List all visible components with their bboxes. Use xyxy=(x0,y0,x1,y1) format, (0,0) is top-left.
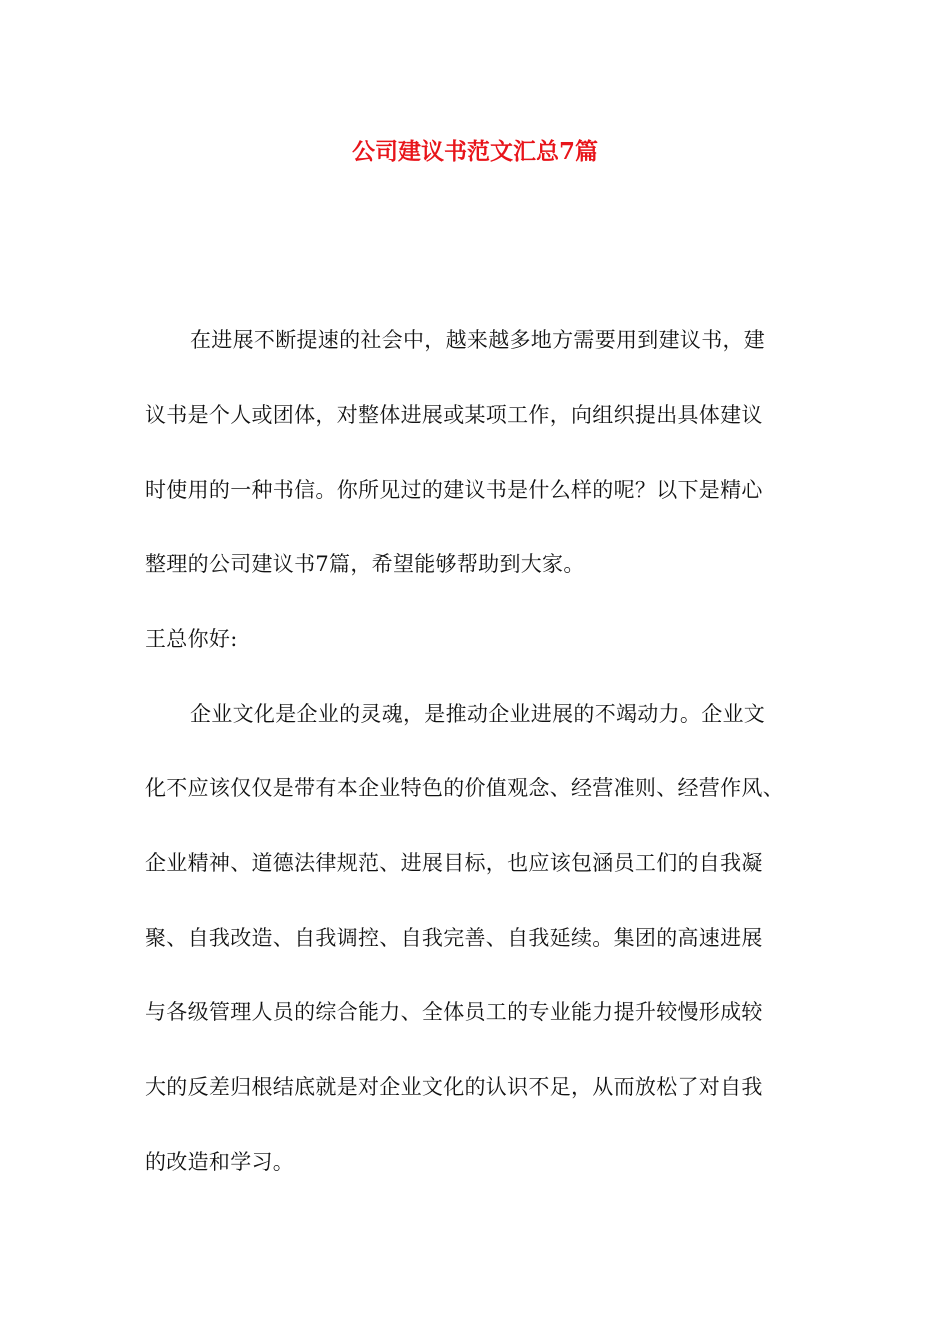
paragraph-line: 聚、自我改造、自我调控、自我完善、自我延续。集团的高速进展 xyxy=(145,926,763,950)
paragraph-line: 化不应该仅仅是带有本企业特色的价值观念、经营准则、经营作风、 xyxy=(145,776,784,800)
paragraph-line: 大的反差归根结底就是对企业文化的认识不足，从而放松了对自我 xyxy=(145,1075,763,1099)
paragraph-line: 议书是个人或团体，对整体进展或某项工作，向组织提出具体建议 xyxy=(145,403,763,427)
paragraph-line: 企业文化是企业的灵魂，是推动企业进展的不竭动力。企业文 xyxy=(190,702,766,726)
paragraph-line: 的改造和学习。 xyxy=(145,1150,295,1174)
document-title: 公司建议书范文汇总7篇 xyxy=(351,138,598,165)
paragraph-line: 在进展不断提速的社会中，越来越多地方需要用到建议书，建 xyxy=(190,328,766,352)
paragraph-line: 时使用的一种书信。你所见过的建议书是什么样的呢？以下是精心 xyxy=(145,478,763,502)
paragraph-line: 企业精神、道德法律规范、进展目标，也应该包涵员工们的自我凝 xyxy=(145,851,763,875)
paragraph-line: 与各级管理人员的综合能力、全体员工的专业能力提升较慢形成较 xyxy=(145,1000,763,1024)
salutation-line: 王总你好: xyxy=(145,627,238,651)
paragraph-line: 整理的公司建议书7篇，希望能够帮助到大家。 xyxy=(145,552,585,576)
